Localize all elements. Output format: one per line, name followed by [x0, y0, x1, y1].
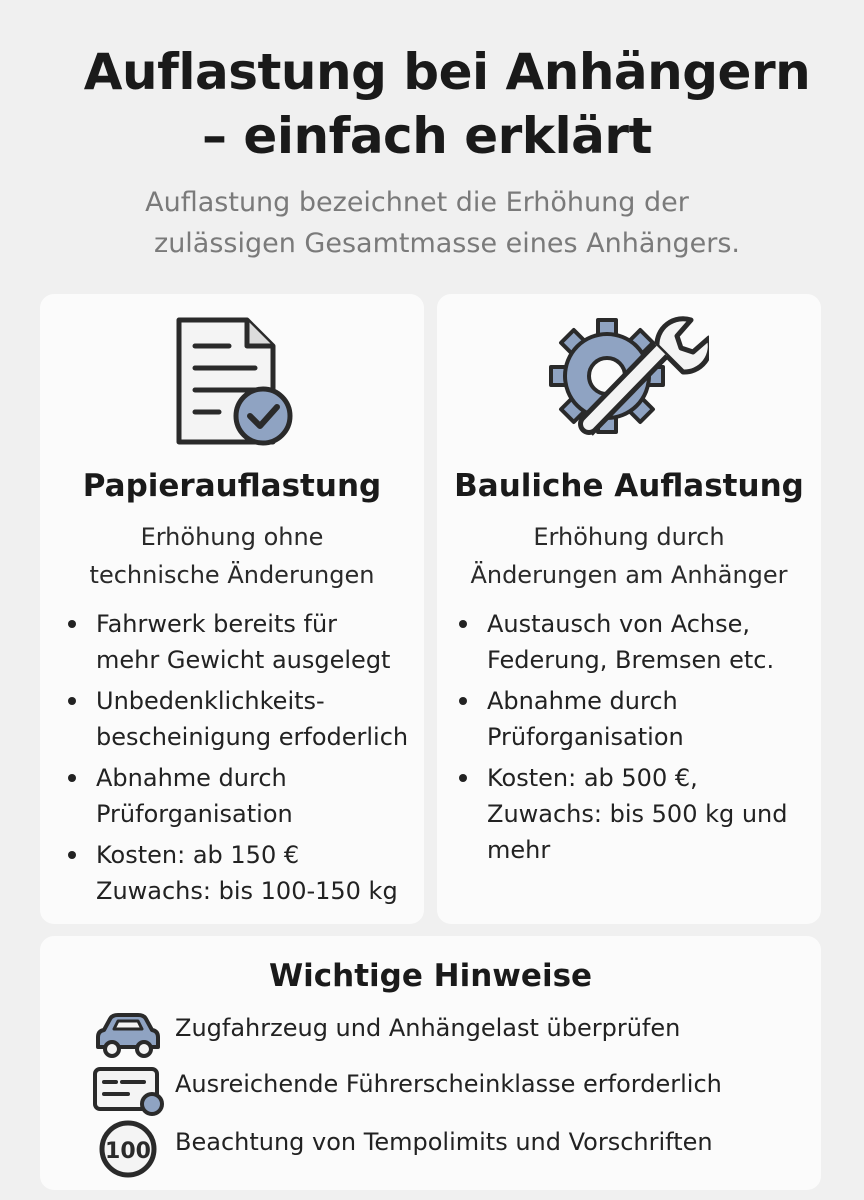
list-item-line: Abnahme durch — [96, 764, 287, 792]
list-item-line: bescheinigung erfoderlich — [96, 723, 409, 751]
list-item — [68, 760, 428, 832]
list-item-line: Kosten: ab 500 €, — [487, 764, 698, 792]
list-item-line: Abnahme durch — [487, 687, 678, 715]
list-item-line: Federung, Bremsen etc. — [487, 646, 775, 674]
list-item-line: Austausch von Achse, — [487, 610, 751, 638]
title-line-1: Auflastung bei Anhängern — [83, 43, 811, 101]
list-item-line: Prüforganisation — [96, 800, 293, 828]
title-line-2: – einfach erklärt — [202, 107, 652, 165]
gear-wrench-icon — [437, 316, 821, 448]
subtitle-line-1: Auflastung bezeichnet die Erhöhung der — [145, 187, 689, 218]
list-item-line: Fahrwerk bereits für — [96, 610, 338, 638]
speed-limit-value: 100 — [104, 1139, 151, 1164]
card-bullet-list — [459, 606, 819, 873]
document-check-icon — [40, 316, 424, 448]
list-item — [459, 606, 819, 678]
hint-text: Beachtung von Tempolimits und Vorschriften — [175, 1128, 713, 1156]
hint-text: Ausreichende Führerscheinklasse erforderlich — [175, 1070, 722, 1098]
list-item — [459, 760, 819, 868]
hint-text: Zugfahrzeug und Anhängelast überprüfen — [175, 1014, 681, 1042]
list-item — [68, 606, 428, 678]
card-description — [437, 518, 821, 594]
list-item — [68, 683, 428, 755]
list-item-line: Zuwachs: bis 100-150 kg — [96, 877, 398, 905]
list-item-line: Kosten: ab 150 € — [96, 841, 300, 869]
list-item — [68, 837, 428, 909]
list-item — [459, 683, 819, 755]
list-item-line: Zuwachs: bis 500 kg und — [487, 800, 788, 828]
list-item-line: Unbedenklichkeits- — [96, 687, 325, 715]
hints-heading: Wichtige Hinweise — [268, 958, 593, 994]
card-bullet-list — [68, 606, 428, 914]
list-item-line: Prüforganisation — [487, 723, 684, 751]
card-papierauflastung — [40, 294, 424, 924]
speed-limit-sign-icon — [90, 1124, 165, 1174]
subtitle-line-2: zulässigen Gesamtmasse eines Anhängers. — [154, 228, 740, 259]
card-description — [40, 518, 424, 594]
list-item-line: mehr — [487, 836, 551, 864]
card-heading: Papierauflastung — [82, 468, 382, 504]
card-description-line-2: technische Änderungen — [89, 561, 375, 589]
card-description-line-1: Erhöhung ohne — [140, 523, 324, 551]
car-icon — [90, 1010, 165, 1060]
card-description-line-1: Erhöhung durch — [533, 523, 725, 551]
card-bauliche-auflastung — [437, 294, 821, 924]
license-card-icon — [90, 1066, 165, 1116]
hint-item — [90, 1124, 713, 1174]
page-title — [0, 40, 864, 168]
list-item-line: mehr Gewicht ausgelegt — [96, 646, 391, 674]
card-heading: Bauliche Auflastung — [454, 468, 804, 504]
hint-item — [90, 1010, 680, 1060]
page-subtitle — [0, 182, 864, 264]
card-important-notes — [40, 936, 821, 1190]
hint-item — [90, 1066, 722, 1116]
card-description-line-2: Änderungen am Anhänger — [470, 561, 788, 589]
